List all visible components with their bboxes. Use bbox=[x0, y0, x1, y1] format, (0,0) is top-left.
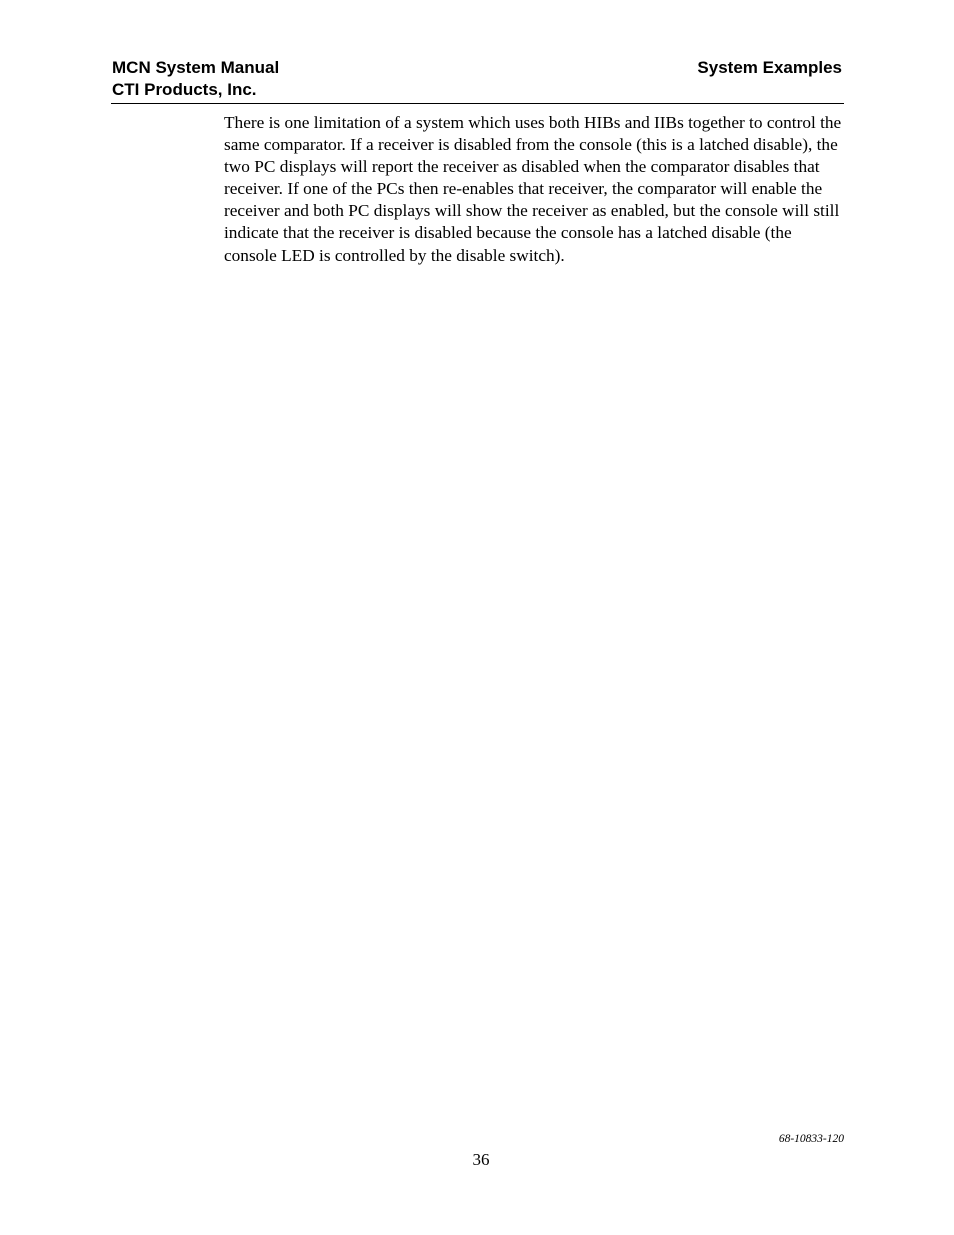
body-paragraph: There is one limitation of a system which uses both HIBs and IIBs together to control the same comparator. If a receiver is disabled from the console (this is a latched disable), the two PC displays will report the receiver as disabled when the comparator disables that receiver. If one of the PCs then re-enables that receiver, the comparator will enable the receiver and both PC displays will show the receiver as enabled, but the console will still indicate that the receiver is disabled because the console has a latched disable (the console LED is controlled by the disable switch). bbox=[224, 113, 842, 265]
page-number: 36 bbox=[472, 1150, 490, 1169]
page-header bbox=[111, 57, 844, 104]
document-number: 68-10833-120 bbox=[778, 1133, 844, 1145]
manual-title: MCN System Manual bbox=[112, 58, 280, 77]
section-title: System Examples bbox=[697, 58, 842, 77]
company-name: CTI Products, Inc. bbox=[112, 80, 257, 99]
header-left-block bbox=[112, 57, 279, 101]
